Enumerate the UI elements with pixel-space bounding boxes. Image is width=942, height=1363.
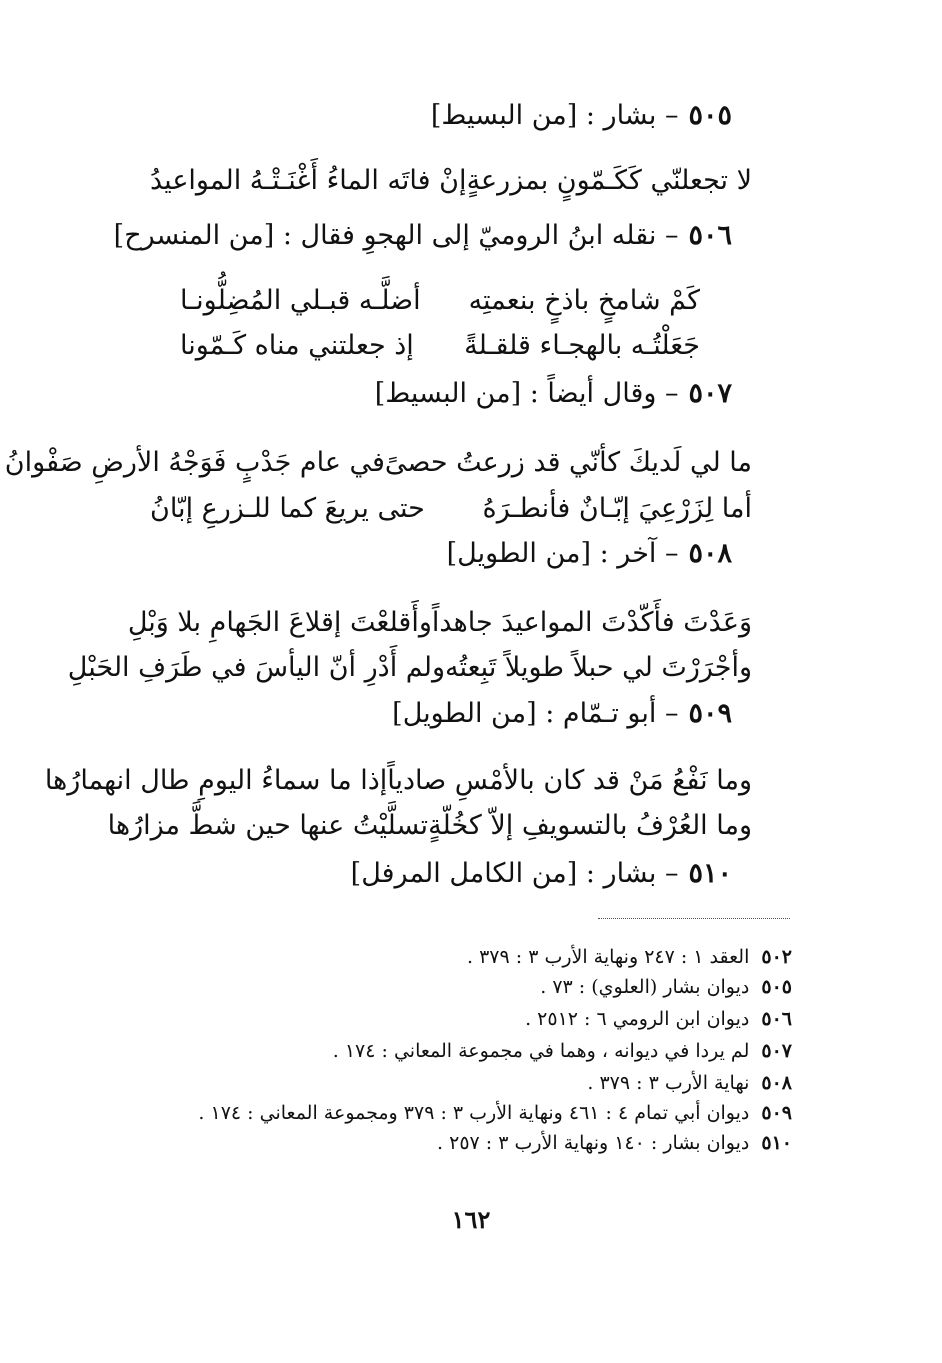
footnote-text: العقد ١ : ٢٤٧ ونهاية الأرب ٣ : ٣٧٩ . xyxy=(466,946,750,968)
footnote xyxy=(437,1132,792,1154)
footnote xyxy=(467,946,792,968)
entry-number: ٥٠٨ xyxy=(688,538,732,569)
verse-line xyxy=(67,642,752,692)
footnote-number: ٥٠٥ xyxy=(761,976,792,998)
verse-first-hemistich: جَعَلْتُـه بالهجـاء قلقـلةً xyxy=(464,329,700,361)
entry-heading xyxy=(447,538,732,569)
footnote-number: ٥٠٦ xyxy=(761,1008,792,1030)
verse-line xyxy=(150,155,752,205)
footnote xyxy=(587,1072,792,1094)
page-number: ١٦٢ xyxy=(451,1205,491,1234)
footnote-text: ديوان بشار (العلوي) : ٧٣ . xyxy=(540,976,750,998)
footnote xyxy=(198,1102,792,1124)
verse-first-hemistich: وأجْرَرْتَ لي حبلاً طويلاً تَبِعتُه xyxy=(445,651,752,683)
footnote-number: ٥٠٨ xyxy=(761,1072,792,1094)
verse-second-hemistich: إذ جعلتني مناه كَـمّونا xyxy=(180,329,414,361)
entry-title: – بشار : [من البسيط] xyxy=(430,100,679,131)
entry-title: – وقال أيضاً : [من البسيط] xyxy=(374,378,679,409)
footnote-text: نهاية الأرب ٣ : ٣٧٩ . xyxy=(587,1072,750,1094)
verse-line xyxy=(107,800,752,850)
footnote xyxy=(333,1040,792,1062)
footnote-number: ٥٠٩ xyxy=(761,1102,792,1124)
footnote-number: ٥١٠ xyxy=(761,1132,792,1154)
entry-title: – نقله ابنُ الروميّ إلى الهجوِ فقال : [من المنسرح] xyxy=(113,220,679,251)
verse-line xyxy=(180,275,700,325)
verse-first-hemistich: أما لِزَرْعِيَ إبّـانٌ فأنطـرَهُ xyxy=(482,492,752,524)
entry-heading xyxy=(114,220,732,251)
entry-heading xyxy=(392,698,732,729)
verse-second-hemistich: وأَقلعْتَ إقلاعَ الجَهامِ بلا وَبْلِ xyxy=(127,606,432,638)
footnote-separator xyxy=(598,918,790,919)
entry-title: – آخر : [من الطويل] xyxy=(446,538,679,569)
verse-first-hemistich: ما لي لَديكَ كأنّي قد زرعتُ حصىً xyxy=(384,446,752,478)
entry-heading xyxy=(375,378,732,409)
verse-first-hemistich: كَمْ شامخٍ باذخٍ بنعمتِه xyxy=(468,284,700,316)
footnote xyxy=(525,1008,792,1030)
entry-heading xyxy=(351,858,732,889)
entry-number: ٥٠٥ xyxy=(688,100,732,131)
footnote-text: ديوان بشار : ١٤٠ ونهاية الأرب ٣ : ٢٥٧ . xyxy=(437,1132,750,1154)
verse-first-hemistich: وما العُرْفُ بالتسويفِ إلاّ كخُلّةٍ xyxy=(428,809,752,841)
verse-line xyxy=(127,597,752,647)
entry-title: – بشار : [من الكامل المرفل] xyxy=(350,858,679,889)
verse-second-hemistich: ولم أَدْرِ أنّ اليأسَ في طَرَفِ الحَبْلِ xyxy=(67,651,446,683)
verse-line xyxy=(150,483,752,533)
verse-line xyxy=(44,755,752,805)
verse-second-hemistich: إنْ فاتَه الماءُ أَغْنَـتْـهُ المواعيدُ xyxy=(150,164,467,196)
footnote-number: ٥٠٧ xyxy=(761,1040,792,1062)
entry-number: ٥٠٦ xyxy=(688,220,732,251)
entry-heading xyxy=(431,100,732,131)
verse-first-hemistich: وما نَفْعُ مَنْ قد كان بالأمْسِ صادياً xyxy=(387,764,752,796)
verse-second-hemistich: إذا ما سماءُ اليومِ طال انهمارُها xyxy=(44,764,388,796)
verse-first-hemistich: لا تجعلنّي كَكَـمّونٍ بمزرعةٍ xyxy=(466,164,752,196)
entry-title: – أبو تـمّام : [من الطويل] xyxy=(392,698,679,729)
verse-second-hemistich: تسلَّيْتُ عنها حين شطَّ مزارُها xyxy=(107,809,429,841)
footnote-text: ديوان أبي تمام ٤ : ٤٦١ ونهاية الأرب ٣ : ٣٧٩ ومجموعة المعاني : ١٧٤ . xyxy=(198,1102,750,1124)
verse-second-hemistich: أضلَّـه قبـلي المُضِلُّونـا xyxy=(180,284,421,316)
footnote-text: ديوان ابن الرومي ٦ : ٢٥١٢ . xyxy=(525,1008,750,1030)
entry-number: ٥٠٩ xyxy=(688,698,732,729)
footnote-text: لم يردا في ديوانه ، وهما في مجموعة المعاني : ١٧٤ . xyxy=(332,1040,750,1062)
entry-number: ٥١٠ xyxy=(688,858,732,889)
verse-second-hemistich: حتى يريعَ كما للـزرعِ إبّانُ xyxy=(150,492,425,524)
footnote-number: ٥٠٢ xyxy=(761,946,792,968)
footnote xyxy=(540,976,792,998)
verse-line xyxy=(180,320,700,370)
verse-first-hemistich: وَعَدْتَ فأَكّدْتَ المواعيدَ جاهداً xyxy=(431,606,752,638)
verse-line xyxy=(4,437,752,487)
verse-second-hemistich: في عام جَدْبٍ فَوَجْهُ الأرضِ صَفْوانُ xyxy=(4,446,385,478)
entry-number: ٥٠٧ xyxy=(688,378,732,409)
